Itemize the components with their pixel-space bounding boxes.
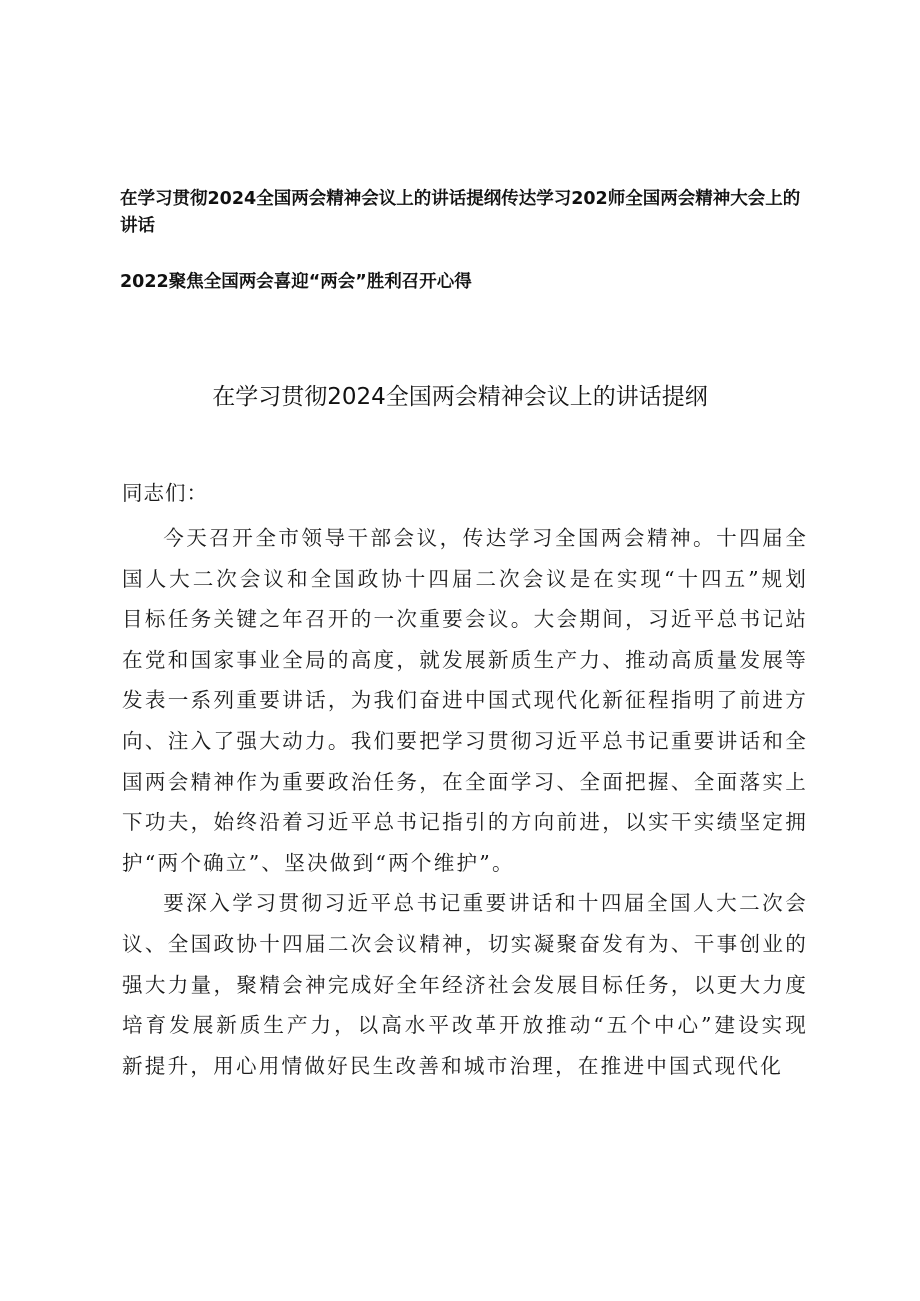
salutation: 同志们： bbox=[122, 481, 208, 505]
document-title: 在学习贯彻2024全国两会精神会议上的讲话提纲 bbox=[212, 384, 708, 410]
toc-item-2: 2022聚焦全国两会喜迎“两会”胜利召开心得 bbox=[120, 272, 472, 292]
table-of-contents bbox=[120, 186, 810, 296]
toc-spacer bbox=[120, 240, 810, 269]
document-body bbox=[122, 518, 808, 1086]
body-paragraph: 要深入学习贯彻习近平总书记重要讲话和十四届全国人大二次会议、全国政协十四届二次会议精神，切实凝聚奋发有为、干事创业的强大力量，聚精会神完成好全年经济社会发展目标任务，以更大力度培育发展新质生产力，以高水平改革开放推动“五个中心”建设实现新提升，用心用情做好民生改善和城市治理，在推进中国式现代化 bbox=[122, 891, 808, 1078]
toc-item-1: 在学习贯彻2024全国两会精神会议上的讲话提纲传达学习202师全国两会精神大会上的讲话 bbox=[120, 189, 801, 236]
body-paragraph: 今天召开全市领导干部会议，传达学习全国两会精神。十四届全国人大二次会议和全国政协十四届二次会议是在实现“十四五”规划目标任务关键之年召开的一次重要会议。大会期间，习近平总书记站在党和国家事业全局的高度，就发展新质生产力、推动高质量发展等发表一系列重要讲话，为我们奋进中国式现代化新征程指明了前进方向、注入了强大动力。我们要把学习贯彻习近平总书记重要讲话和全国两会精神作为重要政治任务，在全面学习、全面把握、全面落实上下功夫，始终沿着习近平总书记指引的方向前进，以实干实绩坚定拥护“两个确立”、坚决做到“两个维护”。 bbox=[122, 526, 808, 875]
